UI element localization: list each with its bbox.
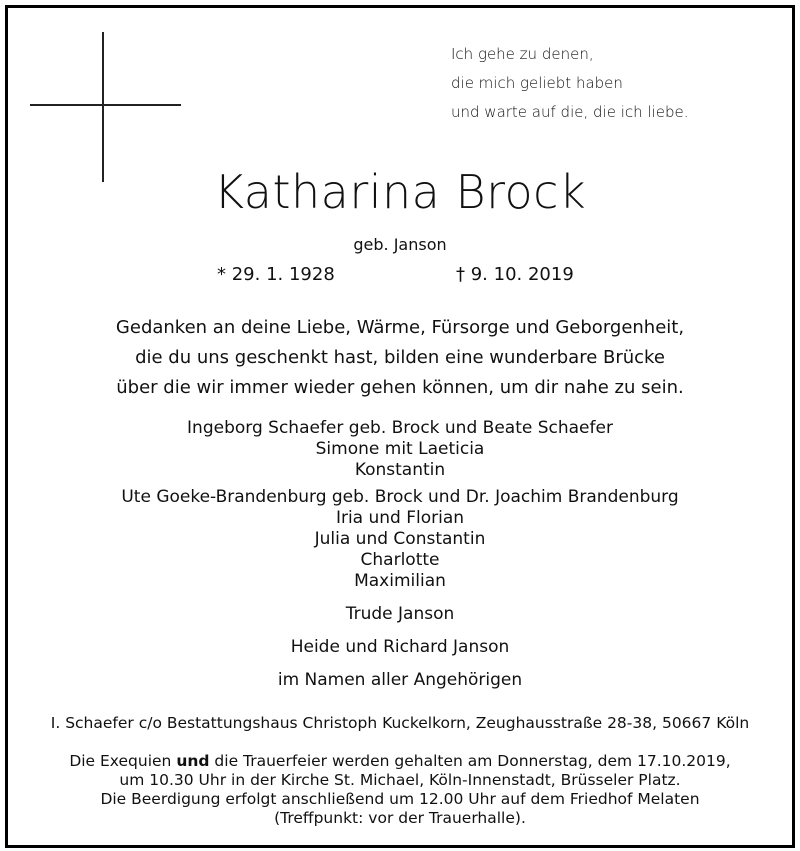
funeral-info-text: Die Exequien — [69, 752, 172, 770]
memorial-quote — [0, 313, 800, 403]
poem-line: die mich geliebt haben — [451, 74, 623, 92]
mourner-line: Iria und Florian — [335, 508, 465, 528]
mourner-line: Maximilian — [354, 571, 446, 591]
mourner-line: Trude Janson — [345, 604, 455, 624]
quote-line: die du uns geschenkt hast, bilden eine wunderbare Brücke — [135, 347, 665, 368]
quote-line: über die wir immer wieder gehen können, um dir nahe zu sein. — [116, 377, 684, 398]
poem-line: Ich gehe zu denen, — [451, 45, 594, 63]
quote-line: Gedanken an deine Liebe, Wärme, Fürsorge und Geborgenheit, — [115, 317, 685, 338]
mourner-line: Simone mit Laeticia — [315, 439, 485, 459]
funeral-info-line: (Treffpunkt: vor der Trauerhalle). — [274, 809, 526, 827]
mourner-group — [0, 418, 800, 481]
cross-horizontal-bar — [30, 104, 181, 106]
mourner-line: Charlotte — [360, 550, 440, 570]
funeral-info — [0, 752, 800, 828]
death-date: † 9. 10. 2019 — [456, 264, 574, 285]
poem — [451, 40, 688, 127]
poem-line: und warte auf die, die ich liebe. — [451, 103, 689, 121]
funeral-info-bold-word: und — [176, 752, 210, 770]
contact-address: I. Schaefer c/o Bestattungshaus Christoph Kuckelkorn, Zeughausstraße 28-38, 50667 Köln — [50, 714, 750, 732]
mourner-line: Konstantin — [354, 460, 446, 480]
mourner-line: Ingeborg Schaefer geb. Brock und Beate Schaefer — [187, 418, 613, 438]
mourner-line: Ute Goeke-Brandenburg geb. Brock und Dr. Joachim Brandenburg — [121, 487, 679, 507]
birth-date: * 29. 1. 1928 — [217, 264, 335, 285]
mourner-line: Heide und Richard Janson — [290, 637, 510, 657]
mourners-closing: im Namen aller Angehörigen — [277, 670, 523, 690]
cross-vertical-bar — [102, 32, 104, 182]
mourner-group — [0, 487, 800, 592]
deceased-name: Katharina Brock — [213, 165, 587, 219]
mourner-line: Julia und Constantin — [314, 529, 486, 549]
funeral-info-text: die Trauerfeier werden gehalten am Donnerstag, dem 17.10.2019, — [214, 752, 731, 770]
funeral-info-line: um 10.30 Uhr in der Kirche St. Michael, Köln-Innenstadt, Brüsseler Platz. — [119, 771, 681, 789]
birth-name: geb. Janson — [353, 235, 447, 254]
mourners-list — [0, 418, 800, 691]
funeral-info-line: Die Beerdigung erfolgt anschließend um 12.00 Uhr auf dem Friedhof Melaten — [100, 790, 700, 808]
funeral-info-line — [0, 752, 800, 771]
